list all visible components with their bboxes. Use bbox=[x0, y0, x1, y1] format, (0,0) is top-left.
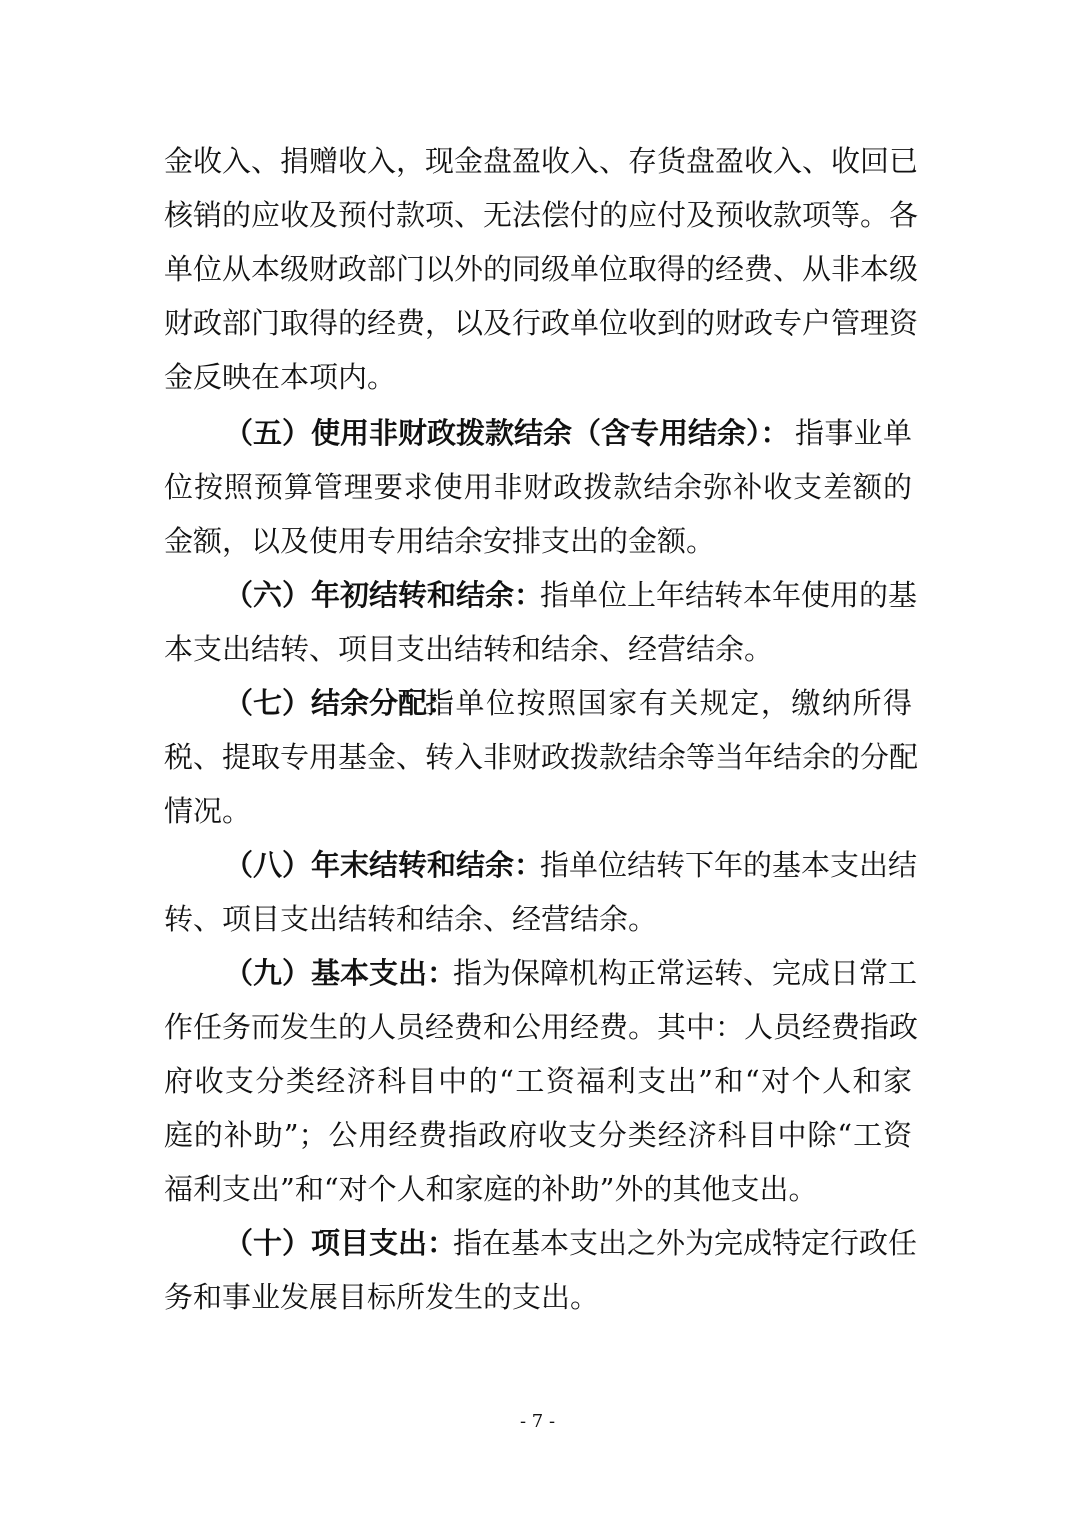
text-line bbox=[0, 296, 1075, 350]
item-text: 转、项目支出结转和结余、经营结余。 bbox=[164, 902, 658, 936]
item-first-line bbox=[0, 838, 1075, 892]
item-heading: （八）年末结转和结余： bbox=[224, 848, 544, 882]
item-text: 金额，以及使用专用结余安排支出的金额。 bbox=[164, 524, 716, 558]
paragraph-text: 财政部门取得的经费，以及行政单位收到的财政专户管理资 bbox=[164, 306, 919, 340]
paragraph-text: 金反映在本项内。 bbox=[164, 360, 397, 394]
item-heading: （六）年初结转和结余： bbox=[224, 578, 544, 612]
text-line bbox=[0, 1054, 1075, 1108]
text-line bbox=[0, 134, 1075, 188]
item-text: 指事业单 bbox=[795, 416, 912, 450]
item-text: 情况。 bbox=[164, 794, 252, 828]
item-first-line bbox=[0, 946, 1075, 1000]
text-line bbox=[0, 784, 1075, 838]
item-text: 本支出结转、项目支出结转和结余、经营结余。 bbox=[164, 632, 774, 666]
item-text: 指单位结转下年的基本支出结 bbox=[540, 848, 918, 882]
item-text: 府收支分类经济科目中的“工资福利支出”和“对个人和家 bbox=[164, 1064, 912, 1098]
text-line bbox=[0, 1108, 1075, 1162]
text-line bbox=[0, 622, 1075, 676]
item-first-line bbox=[0, 676, 1075, 730]
paragraph-text: 单位从本级财政部门以外的同级单位取得的经费、从非本级 bbox=[164, 252, 919, 286]
text-line bbox=[0, 892, 1075, 946]
item-first-line bbox=[0, 406, 1075, 460]
text-line bbox=[0, 460, 1075, 514]
paragraph-text: 核销的应收及预付款项、无法偿付的应付及预收款项等。各 bbox=[164, 198, 919, 232]
item-heading: （七）结余分配： bbox=[224, 686, 457, 720]
item-text: 位按照预算管理要求使用非财政拨款结余弥补收支差额的 bbox=[164, 470, 912, 504]
item-text: 指在基本支出之外为完成特定行政任 bbox=[453, 1226, 918, 1260]
text-line bbox=[0, 1270, 1075, 1324]
text-line bbox=[0, 242, 1075, 296]
text-line bbox=[0, 1000, 1075, 1054]
item-text: 庭的补助”；公用经费指政府收支分类经济科目中除“工资 bbox=[164, 1118, 912, 1152]
item-text: 作任务而发生的人员经费和公用经费。其中：人员经费指政 bbox=[164, 1010, 919, 1044]
item-first-line bbox=[0, 1216, 1075, 1270]
item-text: 指单位上年结转本年使用的基 bbox=[540, 578, 918, 612]
item-heading: （九）基本支出： bbox=[224, 956, 457, 990]
page-number: - 7 - bbox=[519, 1411, 556, 1432]
item-first-line bbox=[0, 568, 1075, 622]
paragraph-text: 金收入、捐赠收入，现金盘盈收入、存货盘盈收入、收回已 bbox=[164, 144, 919, 178]
text-line bbox=[0, 1162, 1075, 1216]
item-text: 指为保障机构正常运转、完成日常工 bbox=[453, 956, 918, 990]
item-heading: （五）使用非财政拨款结余（含专用结余）： bbox=[224, 416, 790, 450]
item-heading: （十）项目支出： bbox=[224, 1226, 457, 1260]
item-text: 务和事业发展目标所发生的支出。 bbox=[164, 1280, 600, 1314]
text-line bbox=[0, 188, 1075, 242]
text-line bbox=[0, 350, 1075, 404]
item-text: 指单位按照国家有关规定，缴纳所得 bbox=[425, 686, 912, 720]
text-line bbox=[0, 730, 1075, 784]
text-line bbox=[0, 514, 1075, 568]
item-text: 税、提取专用基金、转入非财政拨款结余等当年结余的分配 bbox=[164, 740, 919, 774]
item-text: 福利支出”和“对个人和家庭的补助”外的其他支出。 bbox=[164, 1172, 818, 1206]
